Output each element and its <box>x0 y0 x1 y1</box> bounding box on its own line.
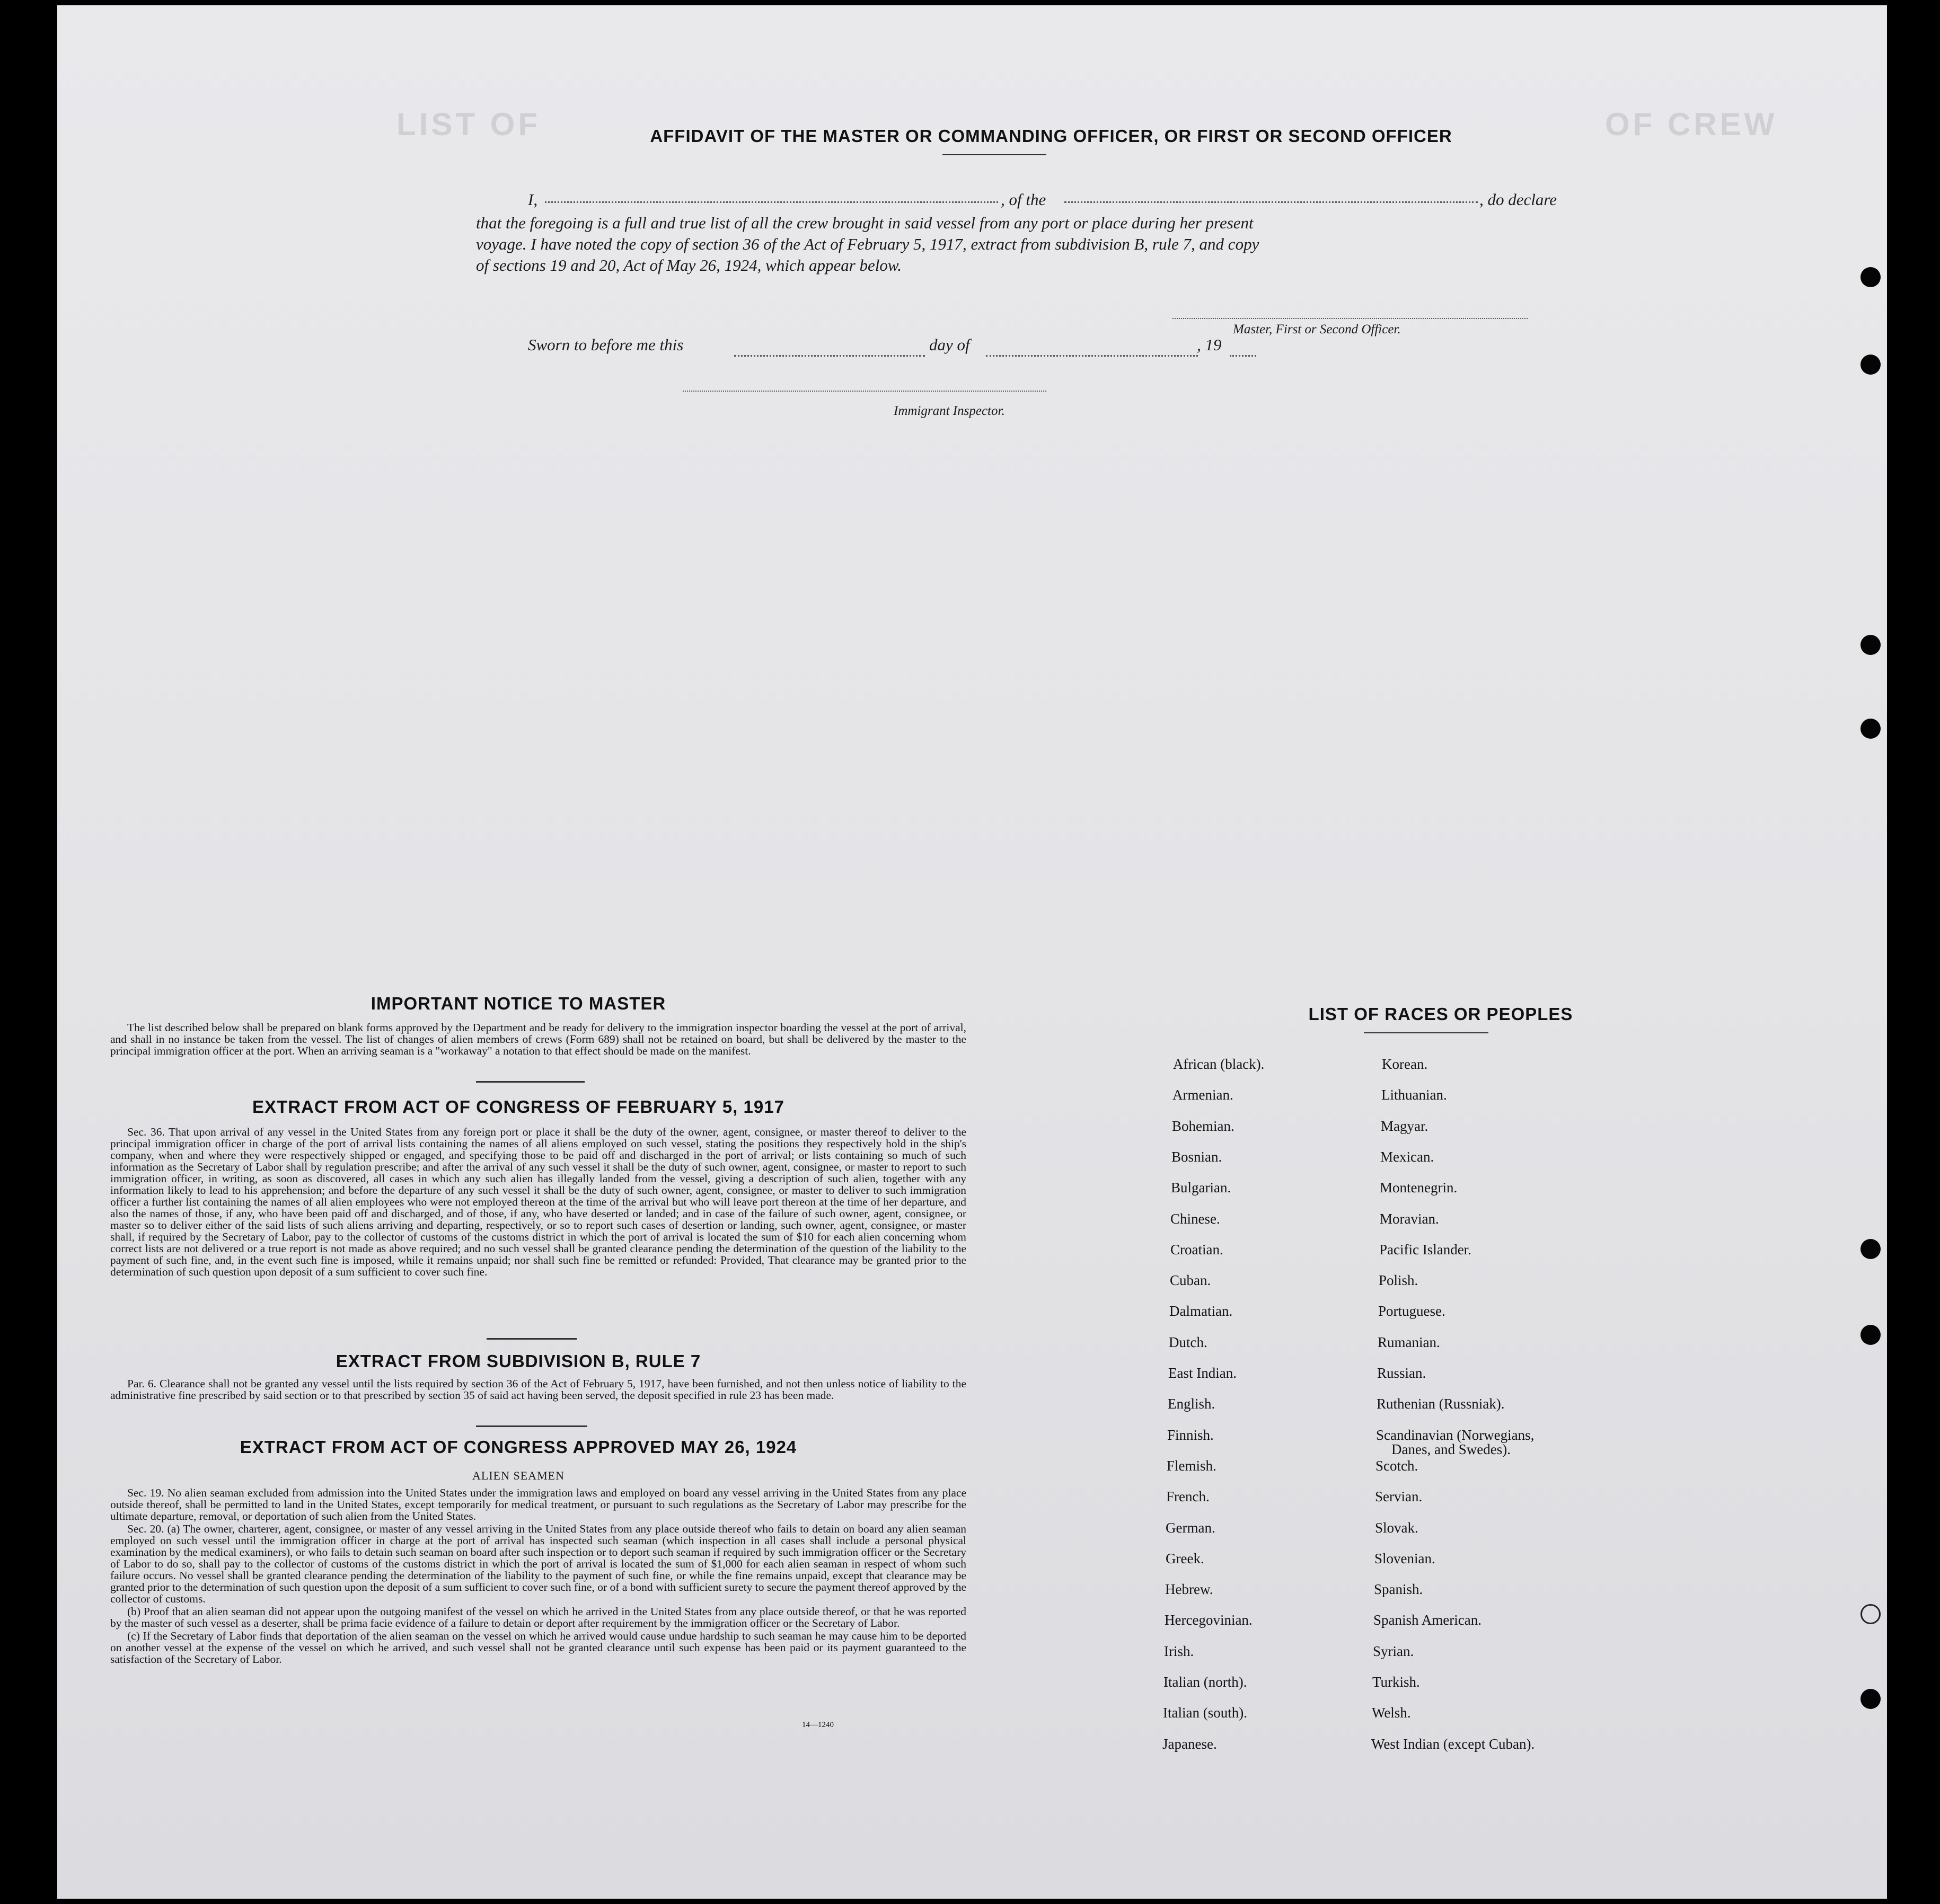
extract-1924-subtitle: ALIEN SEAMEN <box>472 1469 565 1482</box>
bleed-through-text: LIST OF <box>396 107 541 142</box>
name-blank[interactable] <box>545 201 998 203</box>
extract-1924-section <box>110 1487 966 1666</box>
race-item: Scotch. <box>1375 1458 1418 1474</box>
race-item: Spanish American. <box>1373 1612 1482 1628</box>
race-item: Armenian. <box>1172 1087 1233 1103</box>
race-item: East Indian. <box>1168 1365 1237 1381</box>
race-item: Turkish. <box>1372 1674 1420 1690</box>
race-item: Greek. <box>1166 1551 1204 1566</box>
race-item: Dalmatian. <box>1169 1303 1233 1319</box>
extract-1917-body: Sec. 36. That upon arrival of any vessel in the United States from any foreign port or place it shall be the duty of the owner, agent, consignee, or master thereof to deliver to the principal immigration officer in charge of the port of arrival lists containing the names of all aliens employed on such vessel, stating the positions they respectively hold in the ship's company, when and where they were respectively shipped or engaged, and specifying those to be paid off and discharged in the port of arrival; or lists containing so much of such information as the Secretary of Labor shall by regulation prescribe; and after the arrival of any such vessel it shall be the duty of such owner, agent, consignee, or master to report to such immigration officer, in writing, as soon as discovered, all cases in which any such alien has illegally landed from the vessel, giving a description of such alien, together with any information likely to lead to his apprehension; and before the departure of any such vessel it shall be the duty of such owner, agent, consignee, or master to deliver to such immigration officer a further list containing the names of all alien employees who were not employed thereon at the time of the arrival but who will leave port thereon at the time of her departure, and also the names of those, if any, who have been paid off and discharged, and of those, if any, who have deserted or landed; and in case of the failure of such owner, agent, consignee, or master so to deliver either of the said lists of such aliens arriving and departing, respectively, or so to report such cases of desertion or landing, such owner, agent, consignee, or master shall, if required by the Secretary of Labor, pay to the collector of customs of the customs district in which the port of arrival is located the sum of $10 for each alien concerning whom correct lists are not delivered or a true report is not made as above required; and no such vessel shall be granted clearance pending the determination of the question of the liability to the payment of such fine, and, in the event such fine is imposed, while it remains unpaid; nor shall such fine be remitted or refunded: Provided, That clearance may be granted prior to the determination of such question upon deposit of a sum sufficient to cover such fine. <box>110 1126 966 1278</box>
race-item: Italian (north). <box>1163 1674 1247 1690</box>
race-item: Korean. <box>1382 1056 1428 1072</box>
race-item: Italian (south). <box>1163 1705 1247 1721</box>
punch-hole <box>1860 267 1881 287</box>
bleed-through-text: OF CREW <box>1605 107 1778 142</box>
race-item: Hebrew. <box>1165 1581 1213 1597</box>
year-label: , 19 <box>1197 335 1222 354</box>
document-page <box>57 5 1887 1899</box>
punch-hole <box>1860 355 1881 375</box>
extract-1924-sec20a: Sec. 20. (a) The owner, charterer, agent, consignee, or master of any vessel arriving in the United States from any place outside thereof who fails to detain on board any alien seaman employed on such vessel until the immigration officer in charge at the port of arrival has inspected such seaman (which inspection in all cases shall include a personal physical examination by the medical examiners), or who fails to detain such seaman on board after such inspection or to deport such seaman if required by such immigration officer or the Secretary of Labor to do so, shall pay to the collector of customs of the customs district in which the port of arrival is located the sum of $1,000 for each alien seaman in respect of whom such failure occurs. No vessel shall be granted clearance pending the determination of the liability to the payment of such fine, or while the fine remains unpaid, except that clearance may be granted prior to the determination of such question upon the deposit of a sum sufficient to cover such fine, or of a bond with sufficient surety to secure the payment thereof approved by the collector of customs. <box>110 1522 966 1605</box>
race-item: Moravian. <box>1380 1211 1439 1227</box>
master-caption: Master, First or Second Officer. <box>1233 322 1401 336</box>
punch-hole <box>1860 635 1881 655</box>
race-item: Hercegovinian. <box>1165 1612 1253 1628</box>
section-rule <box>476 1081 585 1083</box>
race-item: Scandinavian (Norwegians, <box>1376 1427 1535 1443</box>
punch-hole <box>1860 1239 1881 1259</box>
form-number: 14—1240 <box>802 1721 834 1729</box>
notice-title: IMPORTANT NOTICE TO MASTER <box>371 994 666 1013</box>
affidavit-do-declare: , do declare <box>1479 190 1557 209</box>
affidavit-line-3: voyage. I have noted the copy of section 36 of the Act of February 5, 1917, extract from subdivision B, rule 7, and copy <box>476 235 1259 253</box>
race-item: Bohemian. <box>1172 1118 1234 1134</box>
year-blank[interactable] <box>1230 355 1256 357</box>
race-item: Bulgarian. <box>1171 1180 1231 1195</box>
race-item: Welsh. <box>1372 1705 1411 1721</box>
race-item: African (black). <box>1173 1056 1265 1072</box>
race-item: Montenegrin. <box>1380 1180 1458 1195</box>
affidavit-i-label: I, <box>528 190 538 209</box>
punch-hole <box>1860 1325 1881 1345</box>
inspector-signature-blank[interactable] <box>683 391 1046 392</box>
extract-1917-title: EXTRACT FROM ACT OF CONGRESS OF FEBRUARY 5, 1917 <box>252 1097 784 1117</box>
punch-hole <box>1860 719 1881 739</box>
vessel-blank[interactable] <box>1064 201 1478 203</box>
race-item: West Indian (except Cuban). <box>1371 1736 1535 1752</box>
sworn-day-blank[interactable] <box>734 355 925 357</box>
title-rule <box>942 154 1046 155</box>
section-rule <box>487 1338 577 1340</box>
race-item: Finnish. <box>1167 1427 1214 1443</box>
race-item: Flemish. <box>1167 1458 1216 1474</box>
race-item: Syrian. <box>1373 1643 1414 1659</box>
extract-1924-sec20b: (b) Proof that an alien seaman did not appear upon the outgoing manifest of the vessel on which he arrived in the United States from any place outside thereof, or that he was reported by the master of such vessel as a deserter, shall be prima facie evidence of a failure to detain or deport after requirement by the immigration officer or the Secretary of Labor. <box>110 1605 966 1630</box>
race-item: Danes, and Swedes). <box>1391 1441 1511 1457</box>
race-item: Dutch. <box>1169 1334 1207 1350</box>
race-item: Cuban. <box>1170 1272 1211 1288</box>
race-item: Croatian. <box>1170 1242 1223 1257</box>
rule7-title: EXTRACT FROM SUBDIVISION B, RULE 7 <box>336 1351 701 1371</box>
race-item: Chinese. <box>1170 1211 1220 1227</box>
sworn-month-blank[interactable] <box>986 355 1198 357</box>
races-title: LIST OF RACES OR PEOPLES <box>1308 1004 1573 1024</box>
race-item: Slovak. <box>1375 1520 1418 1536</box>
affidavit-of-the: , of the <box>1001 190 1046 209</box>
notice-body: The list described below shall be prepared on blank forms approved by the Department and be ready for delivery to the immigration inspector boarding the vessel at the port of arrival, and shall in no instance be taken from the vessel. The list of changes of alien members of crews (Form 689) shall not be retained on board, but shall be delivered by the master to the principal immigration officer at the port. When an arriving seaman is a "workaway" a notation to that effect should be made on the manifest. <box>110 1021 966 1057</box>
extract-1924-sec20c: (c) If the Secretary of Labor finds that deportation of the alien seaman on the vessel on which he arrived would cause undue hardship to such seaman he may cause him to be deported on another vessel at the expense of the vessel on which he arrived, and such vessel shall not be granted clearance until such expense has been paid or its payment guaranteed to the satisfaction of the Secretary of Labor. <box>110 1630 966 1666</box>
affidavit-line-4: of sections 19 and 20, Act of May 26, 1924, which appear below. <box>476 256 902 274</box>
race-item: German. <box>1166 1520 1215 1536</box>
notice-section <box>110 1022 966 1058</box>
day-of-label: day of <box>929 335 970 354</box>
extract-1924-sec19: Sec. 19. No alien seaman excluded from admission into the United States under the immigration laws and employed on board any vessel arriving in the United States from any place outside thereof, shall be permitted to land in the United States, except temporarily for medical treatment, or pursuant to such regulations as the Secretary of Labor may prescribe for the ultimate departure, removal, or deportation of such alien from the United States. <box>110 1486 966 1522</box>
race-item: Polish. <box>1379 1272 1418 1288</box>
extract-1924-title: EXTRACT FROM ACT OF CONGRESS APPROVED MAY 26, 1924 <box>240 1437 797 1457</box>
race-item: Magyar. <box>1381 1118 1428 1134</box>
race-item: French. <box>1166 1489 1210 1504</box>
extract-1917-section <box>110 1126 966 1279</box>
rule7-body: Par. 6. Clearance shall not be granted any vessel until the lists required by section 36 of the Act of February 5, 1917, have been furnished, and not then unless notice of liability to the administrative fine prescribed by said section or to that prescribed by section 35 of said act having been served, the deposit specified in rule 23 has been made. <box>110 1377 966 1402</box>
race-item: Pacific Islander. <box>1379 1242 1471 1257</box>
race-item: Bosnian. <box>1171 1149 1222 1165</box>
race-item: Japanese. <box>1162 1736 1217 1752</box>
races-rule <box>1364 1032 1488 1033</box>
race-item: Russian. <box>1377 1365 1426 1381</box>
race-item: English. <box>1168 1396 1215 1412</box>
race-item: Mexican. <box>1380 1149 1434 1165</box>
master-signature-blank[interactable] <box>1172 318 1528 319</box>
race-item: Lithuanian. <box>1381 1087 1447 1103</box>
rule7-section <box>110 1378 966 1402</box>
punch-hole <box>1860 1604 1881 1624</box>
race-item: Ruthenian (Russniak). <box>1377 1396 1505 1412</box>
sworn-label: Sworn to before me this <box>528 335 684 354</box>
race-item: Portuguese. <box>1378 1303 1445 1319</box>
race-item: Slovenian. <box>1374 1551 1435 1566</box>
affidavit-title: AFFIDAVIT OF THE MASTER OR COMMANDING OFFICER, OR FIRST OR SECOND OFFICER <box>650 126 1452 146</box>
race-item: Spanish. <box>1374 1581 1423 1597</box>
race-item: Irish. <box>1164 1643 1194 1659</box>
inspector-caption: Immigrant Inspector. <box>894 404 1005 418</box>
punch-hole <box>1860 1689 1881 1709</box>
affidavit-line-2: that the foregoing is a full and true list of all the crew brought in said vessel from any port or place during her present <box>476 214 1254 232</box>
section-rule <box>476 1425 587 1427</box>
race-item: Rumanian. <box>1378 1334 1440 1350</box>
race-item: Servian. <box>1375 1489 1423 1504</box>
